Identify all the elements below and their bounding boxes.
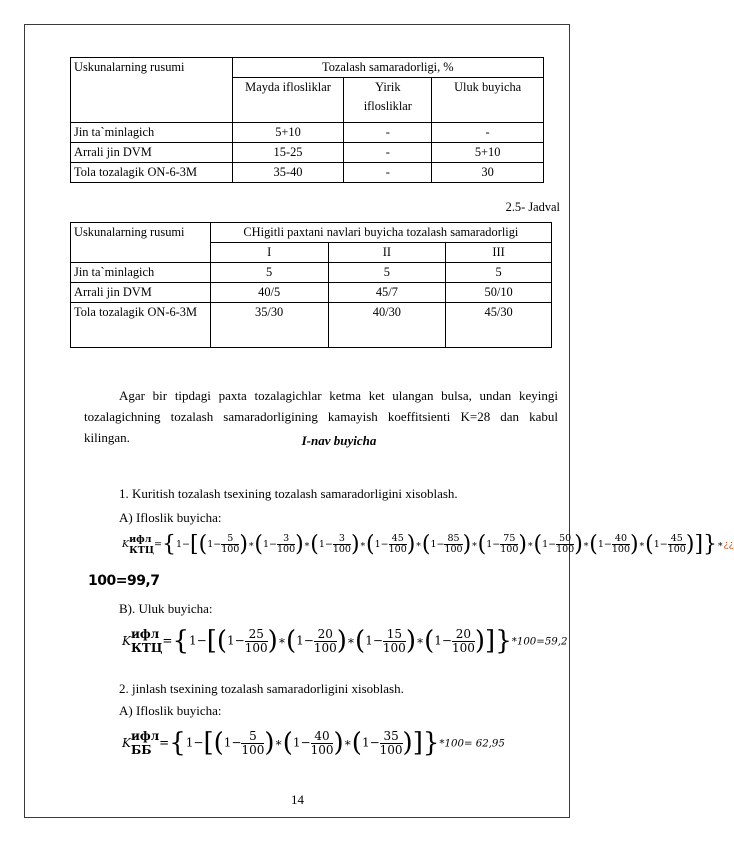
formula-times: ∗ [527, 539, 534, 550]
formula-brace: } [422, 728, 440, 758]
fraction-numerator: 45 [668, 534, 686, 545]
table-caption: 2.5- Jadval [505, 200, 560, 214]
fraction-denominator: 100 [313, 640, 337, 655]
table-row: Tola tozalagik ON-6-3M 35-40 - 30 [71, 163, 544, 183]
body-paragraph: Agar bir tipdagi paxta tozalagichlar ketma ket ulangan bulsa, undan keyingi tozalagichning tozalash samaradorligining kamayish koeffitsienti K=28 dan kabul kilingan. [84, 388, 558, 445]
fraction-numerator: 3 [277, 534, 295, 545]
formula-fraction [389, 534, 407, 555]
formula-bracket: ] [485, 626, 496, 656]
efficiency-table-2 [70, 222, 552, 348]
formula-paren: ( [285, 626, 297, 656]
header-efficiency: Tozalash samaradorligi, % [232, 58, 543, 78]
formula-paren: ( [366, 532, 375, 557]
formula-bracket: [ [206, 626, 217, 656]
fraction-denominator: 100 [310, 742, 334, 757]
formula-k: K [122, 633, 131, 648]
formula-paren: ( [421, 532, 431, 557]
header-equipment: Uskunalarning rusumi [71, 223, 211, 263]
fraction-numerator: 40 [612, 534, 630, 545]
fraction-denominator: 100 [556, 544, 575, 555]
table-row: Jin ta`minlagich 5+10 - - [71, 123, 544, 143]
formula-result: *100=59,2 [511, 636, 568, 648]
formula-fraction [241, 730, 264, 756]
formula-times: ∗ [582, 539, 590, 550]
formula-paren: ) [336, 626, 347, 656]
formula-times: ∗ [415, 539, 422, 550]
fraction-numerator: 50 [556, 534, 574, 545]
formula-bracket: [ [190, 532, 199, 557]
step-1b-title: B). Uluk buyicha: [119, 601, 213, 616]
fraction-numerator: 85 [444, 534, 462, 545]
formula-one-minus: 1− [361, 735, 380, 750]
formula-one-minus: 1− [365, 633, 383, 648]
formula-equals: = [159, 735, 170, 750]
formula-times: ∗ [303, 539, 311, 550]
formula-paren: ( [310, 532, 319, 557]
formula-one-minus: 1− [227, 633, 245, 648]
formula-k: K [122, 539, 130, 550]
formula-fraction [277, 534, 295, 555]
formula-brace: } [495, 626, 512, 656]
formula-paren: ( [589, 532, 598, 557]
formula-one-minus: 1− [542, 539, 557, 550]
formula-times: ∗ [274, 735, 283, 750]
formula-one-minus: 1− [175, 539, 190, 550]
formula-tail: ¿¿ [723, 539, 734, 550]
formula-lhs [122, 627, 163, 655]
formula-paren: ( [424, 626, 435, 656]
formula-fraction [311, 730, 334, 756]
formula-indices [131, 627, 162, 655]
formula-one-minus: 1− [486, 539, 501, 550]
formula-fraction [314, 628, 337, 654]
formula-one-minus: 1− [185, 735, 204, 750]
formula-fraction [668, 534, 686, 555]
fraction-denominator: 100 [444, 544, 463, 555]
header-grade-2: II [328, 243, 446, 263]
formula-one-minus: 1− [207, 539, 222, 550]
formula-indices [129, 534, 154, 556]
formula-lhs [122, 533, 155, 556]
table-row: Jin ta`minlagich 5 5 5 [71, 263, 552, 283]
efficiency-table-1 [70, 57, 544, 183]
formula-times: ∗ [415, 633, 425, 648]
table-row: Tola tozalagik ON-6-3M 35/30 40/30 45/30 [71, 303, 552, 348]
formula-paren: ( [254, 532, 263, 557]
formula-subscript: КТЦ [130, 641, 163, 655]
formula-paren: ) [474, 626, 486, 656]
formula-brace: } [703, 532, 718, 557]
formula-paren: ( [216, 626, 228, 656]
formula-superscript: ифл [129, 533, 152, 545]
step-1-title: 1. Kuritish tozalash tsexining tozalash samaradorligini xisoblash. [119, 486, 458, 501]
fraction-denominator: 100 [221, 544, 240, 555]
formula-paren: ) [630, 532, 639, 557]
fraction-denominator: 100 [500, 544, 519, 555]
formula-paren: ) [685, 532, 695, 557]
formula-one-minus: 1− [374, 539, 389, 550]
formula-fraction [612, 534, 630, 555]
formula-paren: ( [355, 626, 366, 656]
fraction-denominator: 100 [451, 640, 475, 655]
formula-times: ∗ [247, 539, 255, 550]
formula-paren: ) [264, 728, 275, 758]
formula-brace: { [169, 728, 186, 758]
table-row: Arrali jin DVM 15-25 - 5+10 [71, 143, 544, 163]
page-number: 14 [291, 792, 304, 807]
formula-times: ∗ [277, 633, 286, 648]
formula-fraction [452, 628, 475, 654]
formula-2 [122, 626, 568, 656]
header-total: Uluk buyicha [432, 78, 544, 123]
fraction-numerator: 45 [389, 534, 407, 545]
formula-paren: ) [462, 532, 472, 557]
formula-paren: ) [518, 532, 527, 557]
formula-one-minus: 1− [296, 633, 314, 648]
fraction-denominator: 100 [388, 544, 407, 555]
formula-times: ∗ [346, 633, 356, 648]
formula-paren: ) [239, 532, 248, 557]
formula-paren: ) [333, 728, 344, 758]
formula-k: K [122, 735, 131, 750]
header-fine-impurities: Mayda iflosliklar [232, 78, 344, 123]
formula-paren: ) [405, 626, 416, 656]
formula-bracket: ] [412, 728, 423, 758]
formula-lhs [122, 729, 160, 757]
formula-subscript: КТЦ [129, 544, 155, 556]
formula-fraction [383, 628, 406, 654]
formula-one-minus: 1− [292, 735, 311, 750]
header-grade-efficiency: CHigitli paxtani navlari buyicha tozalash samaradorligi [210, 223, 551, 243]
formula-one-minus: 1− [223, 735, 242, 750]
formula-subscript: ББ [130, 743, 152, 757]
formula-one-minus: 1− [189, 633, 207, 648]
header-grade-3: III [446, 243, 552, 263]
formula-paren: ) [574, 532, 583, 557]
formula-paren: ( [351, 728, 362, 758]
formula-result: *100= 62,95 [439, 738, 505, 750]
fraction-numerator: 25 [245, 628, 268, 642]
formula-fraction [444, 534, 462, 555]
fraction-numerator: 75 [500, 534, 518, 545]
formula-brace: { [161, 532, 176, 557]
formula-times: ∗ [717, 539, 724, 550]
fraction-numerator: 5 [221, 534, 239, 545]
formula-one-minus: 1− [653, 539, 668, 550]
fraction-numerator: 20 [314, 628, 337, 642]
formula-one-minus: 1− [597, 539, 612, 550]
formula-one-minus: 1− [434, 633, 452, 648]
formula-paren: ( [533, 532, 543, 557]
formula-bracket: ] [694, 532, 704, 557]
formula-paren: ( [645, 532, 654, 557]
formula-one-minus: 1− [263, 539, 278, 550]
fraction-numerator: 35 [380, 730, 403, 744]
header-equipment: Uskunalarning rusumi [71, 58, 233, 123]
formula-brace: { [172, 626, 190, 656]
formula-paren: ( [477, 532, 487, 557]
step-1a-title: A) Ifloslik buyicha: [119, 510, 222, 525]
header-coarse-impurities: Yirik iflosliklar [344, 78, 432, 123]
formula-fraction [245, 628, 268, 654]
fraction-numerator: 20 [452, 628, 475, 642]
section-heading: I-nav buyicha [301, 433, 377, 448]
formula-times: ∗ [359, 539, 367, 550]
fraction-denominator: 100 [382, 640, 406, 655]
formula-one-minus: 1− [318, 539, 333, 550]
formula-superscript: ифл [130, 729, 160, 743]
fraction-numerator: 3 [333, 534, 351, 545]
formula-paren: ( [282, 728, 293, 758]
formula-times: ∗ [471, 539, 478, 550]
fraction-denominator: 100 [277, 544, 296, 555]
formula-fraction [333, 534, 351, 555]
formula-paren: ) [402, 728, 413, 758]
formula-1 [122, 532, 734, 557]
formula-superscript: ифл [130, 627, 160, 641]
fraction-denominator: 100 [244, 640, 268, 655]
fraction-denominator: 100 [611, 544, 631, 555]
formula-3 [122, 728, 505, 758]
header-grade-1: I [210, 243, 328, 263]
formula-equals: = [154, 539, 162, 550]
formula-paren: ( [213, 728, 224, 758]
formula-paren: ) [350, 532, 360, 557]
formula-bracket: [ [203, 728, 214, 758]
formula-times: ∗ [638, 539, 646, 550]
formula-fraction [500, 534, 518, 555]
formula-times: ∗ [343, 735, 352, 750]
formula-fraction [556, 534, 574, 555]
fraction-numerator: 5 [241, 730, 264, 744]
formula-indices [131, 729, 159, 757]
formula-paren: ( [198, 532, 208, 557]
table-row: Arrali jin DVM 40/5 45/7 50/10 [71, 283, 552, 303]
formula-paren: ) [295, 532, 304, 557]
formula-fraction [380, 730, 403, 756]
fraction-denominator: 100 [379, 742, 403, 757]
formula-fraction [221, 534, 239, 555]
formula-paren: ) [406, 532, 416, 557]
step-2a-title: A) Ifloslik buyicha: [119, 703, 222, 718]
fraction-denominator: 100 [241, 742, 265, 757]
fraction-numerator: 15 [383, 628, 406, 642]
formula-one-minus: 1− [430, 539, 445, 550]
fraction-denominator: 100 [667, 544, 686, 555]
fraction-denominator: 100 [332, 544, 351, 555]
formula-paren: ) [267, 626, 278, 656]
step-2-title: 2. jinlash tsexining tozalash samaradorligini xisoblash. [119, 681, 404, 696]
formula-equals: = [162, 633, 173, 648]
formula-1-result: 100=99,7 [88, 573, 160, 589]
fraction-numerator: 40 [311, 730, 334, 744]
